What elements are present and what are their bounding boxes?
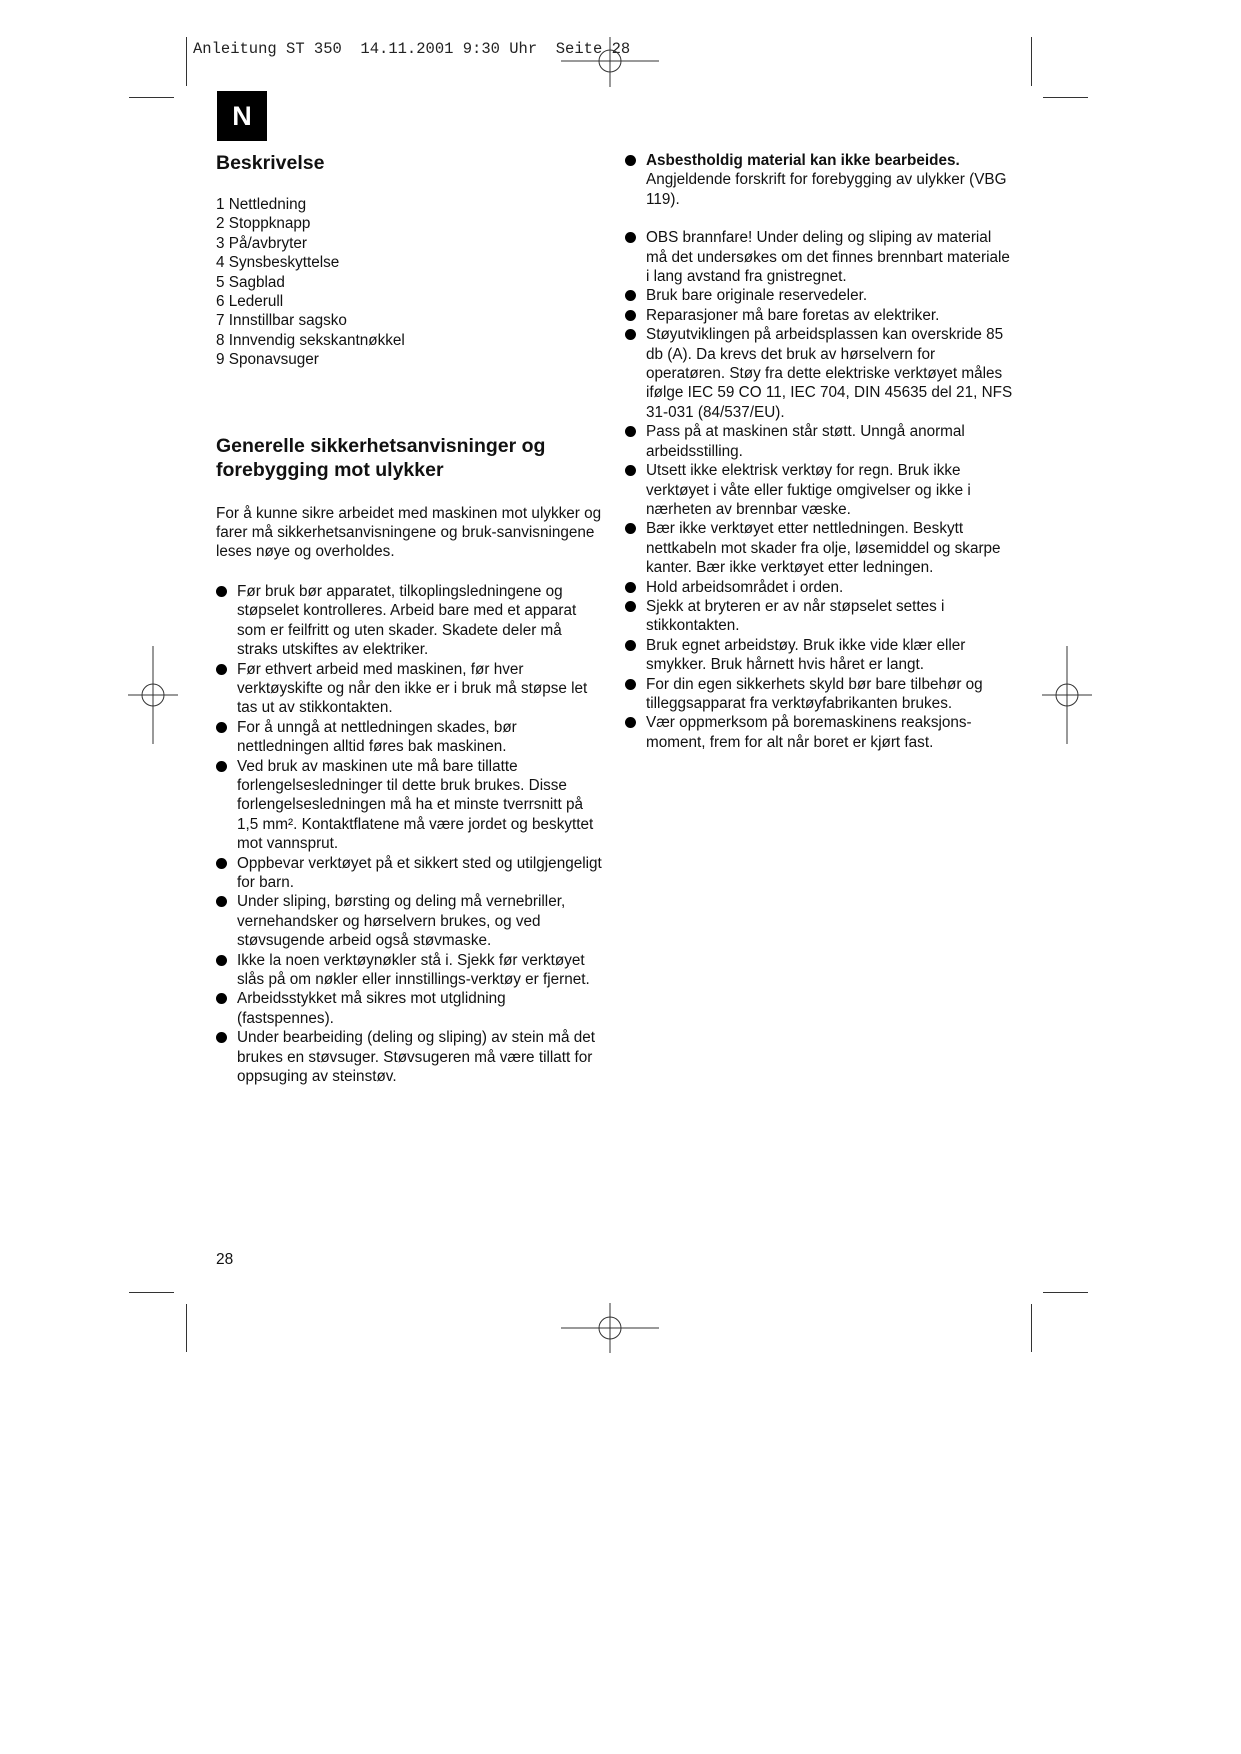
list-item xyxy=(625,578,1015,597)
bullet-text: Arbeidsstykket må sikres mot utglidning (fastspennes). xyxy=(237,990,506,1027)
list-item xyxy=(625,636,1015,675)
list-item xyxy=(216,582,606,660)
bullet-bold-text: Asbestholdig material kan ikke bearbeides. xyxy=(646,152,960,169)
bullet-text: Bruk bare originale reservedeler. xyxy=(646,287,868,305)
bullet-icon xyxy=(625,310,636,321)
bullet-icon xyxy=(216,761,227,772)
bullet-icon xyxy=(216,664,227,675)
registration-mark-top xyxy=(561,37,659,87)
list-item xyxy=(625,286,1015,305)
safety-title: Generelle sikkerhetsanvisninger og forebygging mot ulykker xyxy=(216,434,546,481)
list-item xyxy=(216,892,606,950)
bullet-text: Oppbevar verktøyet på et sikkert sted og utilgjengeligt for barn. xyxy=(237,854,602,891)
bullet-icon xyxy=(625,155,636,166)
list-item: 9 Sponavsuger xyxy=(216,351,319,369)
bullet-text: Under sliping, børsting og deling må vernebriller, vernehandsker og hørselvern brukes, og ved støvsugende arbeid også støvmaske. xyxy=(237,893,566,950)
bullet-text: For din egen sikkerhets skyld bør bare tilbehør og tilleggsapparat fra verktøyfabrikanten brukes. xyxy=(646,675,983,712)
list-item xyxy=(216,989,606,1028)
crop-mark xyxy=(1043,97,1088,98)
language-badge: N xyxy=(217,91,267,141)
list-item xyxy=(625,675,1015,714)
bullet-icon xyxy=(625,290,636,301)
parts-list xyxy=(216,195,606,370)
description-title: Beskrivelse xyxy=(216,152,325,174)
list-item: 6 Lederull xyxy=(216,293,284,311)
list-item: 4 Synsbeskyttelse xyxy=(216,254,340,272)
bullet-text: For å unngå at nettledningen skades, bør nettledningen alltid føres bak maskinen. xyxy=(237,718,517,756)
bullet-icon xyxy=(625,232,636,243)
bullet-text: Angjeldende forskrift for forebygging av ulykker (VBG 119). xyxy=(646,171,1007,208)
crop-mark xyxy=(129,1292,174,1293)
bullet-icon xyxy=(625,329,636,340)
list-item xyxy=(625,597,1015,636)
list-item xyxy=(216,718,606,757)
bullet-text: Pass på at maskinen står støtt. Unngå anormal arbeidsstilling. xyxy=(646,423,965,460)
crop-mark xyxy=(1031,37,1032,86)
bullet-text: Før ethvert arbeid med maskinen, før hver verktøyskifte og når den ikke er i bruk må støpse let tas ut av stikkontakten. xyxy=(237,660,588,717)
registration-mark-bottom xyxy=(561,1303,659,1353)
crop-mark xyxy=(186,37,187,86)
bullet-text: Reparasjoner må bare foretas av elektriker. xyxy=(646,306,940,324)
bullet-icon xyxy=(625,426,636,437)
list-item xyxy=(625,422,1015,461)
bullet-text: Sjekk at bryteren er av når støpselet settes i stikkontakten. xyxy=(646,597,945,635)
list-item xyxy=(625,228,1015,286)
list-item: 7 Innstillbar sagsko xyxy=(216,312,347,330)
list-item xyxy=(216,854,606,893)
list-item xyxy=(625,713,1015,752)
bullet-icon xyxy=(216,1032,227,1043)
bullet-icon xyxy=(625,465,636,476)
page-number: 28 xyxy=(216,1251,234,1268)
bullet-text: Bruk egnet arbeidstøy. Bruk ikke vide klær eller smykker. Bruk hårnett hvis håret er langt. xyxy=(646,636,966,674)
safety-intro: For å kunne sikre arbeidet med maskinen mot ulykker og farer må sikkerhetsanvisningene og bruk-sanvisningene leses nøye og overholdes. xyxy=(216,504,602,561)
bullet-icon xyxy=(625,523,636,534)
list-item: 5 Sagblad xyxy=(216,273,285,291)
bullet-icon xyxy=(216,896,227,907)
bullet-icon xyxy=(216,586,227,597)
list-item: 8 Innvendig sekskantnøkkel xyxy=(216,331,405,349)
bullet-text: Hold arbeidsområdet i orden. xyxy=(646,578,844,596)
registration-mark-right xyxy=(1042,646,1092,744)
crop-mark xyxy=(129,97,174,98)
bullet-icon xyxy=(625,717,636,728)
left-column xyxy=(216,151,606,1086)
list-item xyxy=(216,1028,606,1086)
bullet-icon xyxy=(216,858,227,869)
safety-list-right xyxy=(625,151,1015,752)
safety-list-left xyxy=(216,582,606,1087)
bullet-text: Vær oppmerksom på boremaskinens reaksjons-moment, frem for alt når boret er kjørt fast. xyxy=(646,714,972,751)
list-item xyxy=(625,461,1015,519)
print-header: Anleitung ST 350 14.11.2001 9:30 Uhr Seite 28 xyxy=(193,40,631,58)
list-item xyxy=(625,306,1015,325)
right-column xyxy=(625,151,1015,752)
list-item: 1 Nettledning xyxy=(216,196,307,213)
crop-mark xyxy=(1031,1304,1032,1352)
bullet-icon xyxy=(216,993,227,1004)
list-item xyxy=(625,519,1015,577)
list-item xyxy=(216,951,606,990)
list-item xyxy=(216,757,606,854)
list-item xyxy=(625,325,1015,422)
bullet-icon xyxy=(216,722,227,733)
bullet-text: Bær ikke verktøyet etter nettledningen. Beskytt nettkabeln mot skader fra olje, løsemiddel og skarpe kanter. Bær ikke verktøyet etter ledningen. xyxy=(646,520,1001,577)
registration-mark-left xyxy=(128,646,178,744)
bullet-icon xyxy=(625,640,636,651)
bullet-text: OBS brannfare! Under deling og sliping av material må det undersøkes om det finnes brennbart materiale i lang avstand fra gnistregnet. xyxy=(646,229,1010,286)
crop-mark xyxy=(1043,1292,1088,1293)
list-item: 2 Stoppknapp xyxy=(216,215,311,233)
bullet-icon xyxy=(625,582,636,593)
bullet-text: Ikke la noen verktøynøkler stå i. Sjekk før verktøyet slås på om nøkler eller innstillings-verktøy er fjernet. xyxy=(237,951,590,988)
crop-mark xyxy=(186,1304,187,1352)
bullet-icon xyxy=(216,955,227,966)
bullet-text: Under bearbeiding (deling og sliping) av stein må det brukes en støvsuger. Støvsugeren må være tillatt for oppsuging av steinstøv. xyxy=(237,1029,595,1086)
list-item xyxy=(216,660,606,718)
list-item: 3 På/avbryter xyxy=(216,234,307,252)
bullet-icon xyxy=(625,601,636,612)
bullet-text: Før bruk bør apparatet, tilkoplingsledningene og støpselet kontrolleres. Arbeid bare med et apparat som er feilfritt og uten skader. Skadete deler må straks utskiftes av elektriker. xyxy=(237,582,577,659)
bullet-text: Støyutviklingen på arbeidsplassen kan overskride 85 db (A). Da krevs det bruk av hørselvern for operatøren. Støy fra dette elektriske verktøyet måles ifølge IEC 59 CO 11, IEC 704, DIN 45635 del 21, NFS 31-031 (84/537/EU). xyxy=(646,326,1013,421)
bullet-icon xyxy=(625,679,636,690)
list-item xyxy=(625,151,1015,209)
bullet-text: Utsett ikke elektrisk verktøy for regn. Bruk ikke verktøyet i våte eller fuktige omgivelser og ikke i nærheten av brennbar væske. xyxy=(646,462,971,518)
bullet-text: Ved bruk av maskinen ute må bare tillatte forlengelsesledninger til dette bruk brukes. Disse forlengelsesledningen må ha et minste tverrsnitt på 1,5 mm². Kontaktflatene må være jordet og beskyttet mot vannsprut. xyxy=(237,757,594,853)
